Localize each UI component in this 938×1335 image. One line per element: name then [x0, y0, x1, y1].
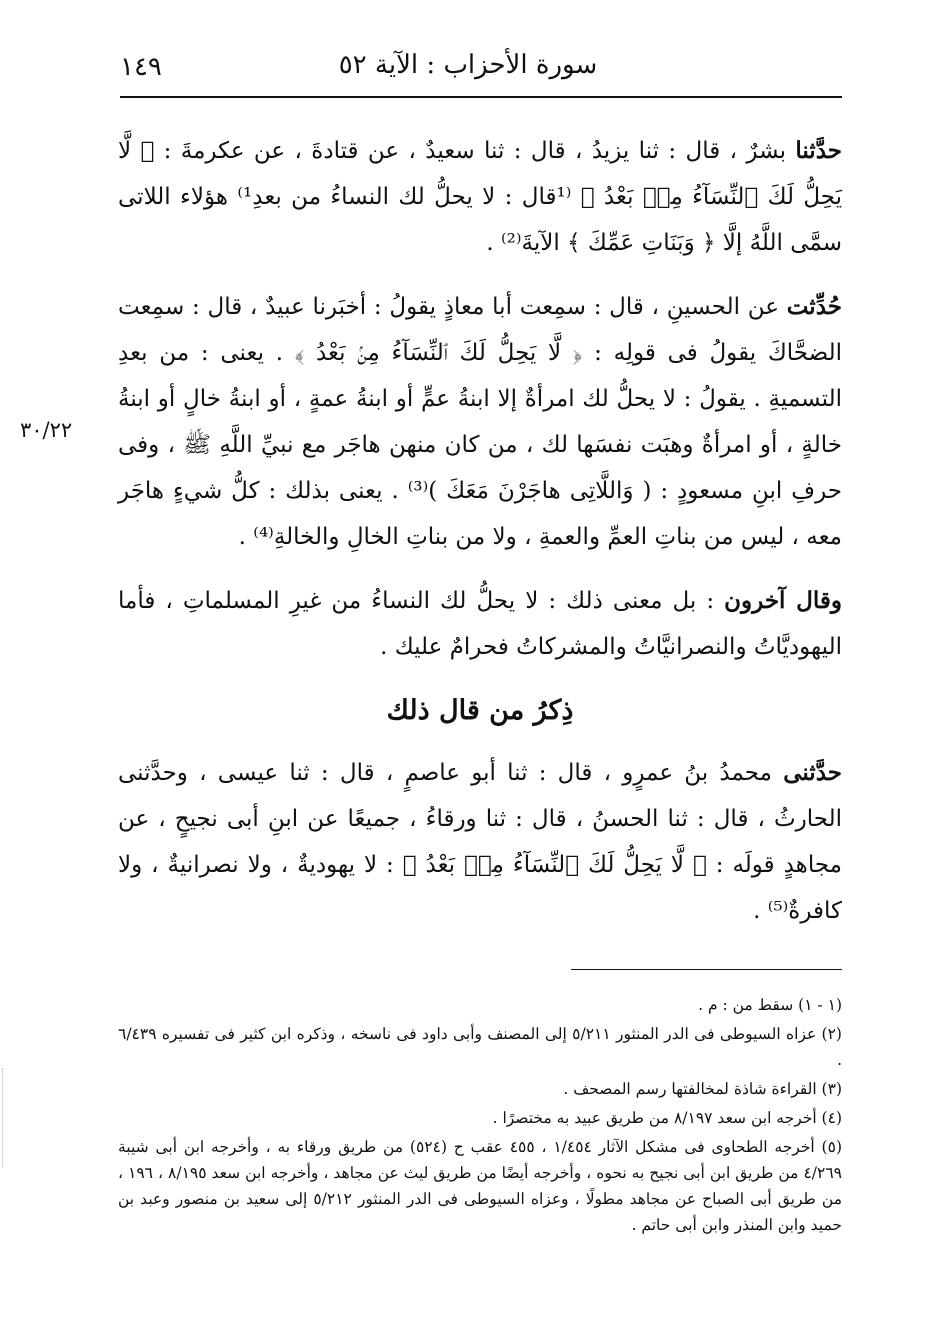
paragraph-2-text: عن الحسينِ ، قال : سمِعت أبا معاذٍ يقولُ : أخبَرنا عبيدٌ ، قال : سمِعت الضحَّاكَ يقولُ فى قولِه : ﴿ لَّا يَحِلُّ لَكَ ٱلنِّسَآءُ مِنۢ بَعْدُ ﴾ . يعنى : من بعدِ التسميةِ . يقولُ : لا يحلُّ لك امرأةٌ إلا ابنةُ عمٍّ أو ابنةُ عمةٍ ، أو ابنةُ خالٍ أو ابنةُ خالةٍ ، أو امرأةٌ وهبَت نفسَها لك ، من كان منهن هاجَر مع نبيِّ اللَّهِ ﷺ ، وفى حرفِ ابنِ مسعودٍ : ( وَاللَّاتِى هاجَرْنَ مَعَكَ )⁽³⁾ . يعنى بذلك : كلُّ شيءٍ هاجَر معه ، ليس من بناتِ العمِّ والعمةِ ، ولا من بناتِ الخالِ والخالةِ⁽⁴⁾ .: [118, 294, 843, 550]
footnote-rule: [571, 969, 842, 970]
paragraph-2: [118, 284, 842, 560]
paragraph-4: [118, 750, 842, 934]
running-title: سورة الأحزاب : الآية ٥٢: [338, 50, 598, 80]
footnotes: [118, 992, 842, 1241]
footnote-2: (٢) عزاه السيوطى فى الدر المنثور ٥/٢١١ إلى المصنف وأبى داود فى ناسخه ، وذكره ابن كثير فى تفسيره ٦/٤٣٩ .: [118, 1025, 842, 1069]
main-text: [118, 128, 842, 952]
paragraph-1: [118, 128, 842, 266]
header-rule: [120, 96, 842, 98]
footnote-4: (٤) أخرجه ابن سعد ٨/١٩٧ من طريق عبيد به مختصرًا .: [492, 1109, 842, 1127]
footnote-5: (٥) أخرجه الطحاوى فى مشكل الآثار ١/٤٥٤ ، ٤٥٥ عقب ح (٥٢٤) من طريق ورقاء به ، وأخرجه ابن أبى شيبة ٤/٢٦٩ من طريق ابن أبى نجيح به نحوه ، وأخرجه أيضًا من طريق ليث عن مجاهد ، وأخرجه ابن سعد ٨/١٩٥ ، ١٩٦ ، من طريق أبى الصباح عن مجاهد مطولًا ، وعزاه السيوطى فى الدر المنثور ٥/٢١٢ إلى سعيد بن منصور وعبد بن حميد وابن المنذر وابن أبى حاتم .: [118, 1138, 843, 1234]
paragraph-3-text: : بل معنى ذلك : لا يحلُّ لك النساءُ من غيرِ المسلماتِ ، فأما اليهوديَّاتُ والنصرانيَّاتُ والمشركاتُ فحرامٌ عليك .: [118, 588, 842, 660]
paragraph-2-lead: حُدِّثت: [786, 293, 842, 320]
paragraph-3: [118, 578, 842, 670]
paragraph-4-lead: حدَّثنى: [783, 759, 842, 786]
paragraph-3-lead: وقال آخرون: [724, 587, 842, 614]
paragraph-1-text: بشرٌ ، قال : ثنا يزيدُ ، قال : ثنا سعيدٌ ، عن قتادةَ ، عن عكرمةَ : ﴿ لَّا يَحِلُّ لَكَ ٱلنِّسَآءُ مِنۢ بَعْدُ ﴾ ⁽¹قال : لا يحلُّ لك النساءُ من بعدِ¹⁾ هؤلاء اللاتى سمَّى اللَّهُ إلَّا ﴿ وَبَنَاتِ عَمِّكَ ﴾ الآيةَ⁽²⁾ .: [118, 138, 842, 256]
margin-reference: ٣٠/٢٢: [20, 418, 73, 442]
footnote-3: (٣) القراءة شاذة لمخالفتها رسم المصحف .: [563, 1080, 842, 1098]
section-heading: ذِكرُ من قال ذلك: [386, 695, 574, 726]
paragraph-1-lead: حدَّثنا: [795, 137, 842, 164]
page-number: ١٤٩: [120, 52, 162, 82]
scan-artifact: [2, 1068, 13, 1168]
paragraph-4-text: محمدُ بنُ عمرٍو ، قال : ثنا أبو عاصمٍ ، قال : ثنا عيسى ، وحدَّثنى الحارثُ ، قال : ثنا الحسنُ ، قال : ثنا ورقاءُ ، جميعًا عن ابنِ أبى نجيحٍ ، عن مجاهدٍ قولَه : ﴿ لَّا يَحِلُّ لَكَ ٱلنِّسَآءُ مِنۢ بَعْدُ ﴾ : لا يهوديةٌ ، ولا نصرانيةٌ ، ولا كافرةٌ⁽⁵⁾ .: [118, 760, 842, 924]
footnote-1: (١ - ١) سقط من : م .: [698, 996, 842, 1014]
